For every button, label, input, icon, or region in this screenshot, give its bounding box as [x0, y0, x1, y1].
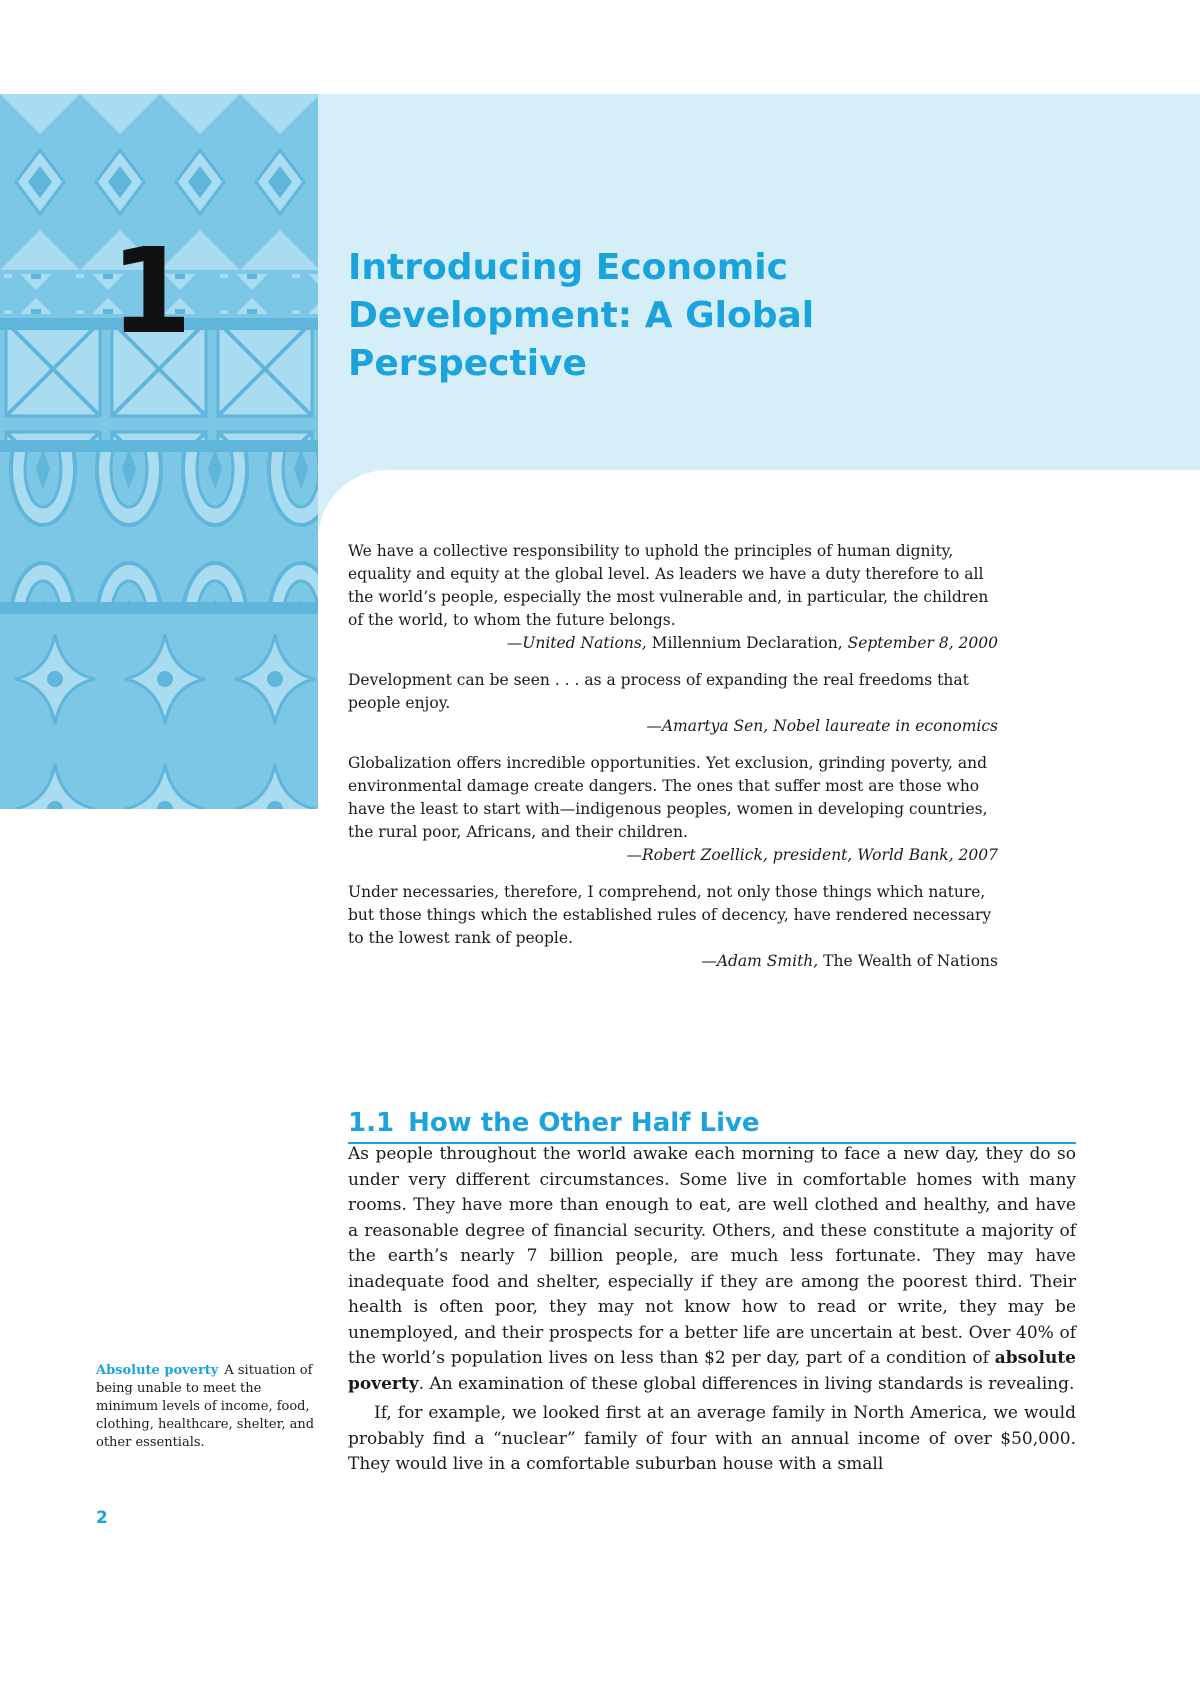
epigraph-zoellick — [348, 752, 998, 867]
chapter-title-line: Perspective — [348, 343, 587, 384]
body-text — [348, 1142, 1076, 1478]
section-heading — [348, 1108, 1076, 1144]
header-band-curve — [318, 470, 1200, 550]
epigraph-un — [348, 540, 998, 655]
paragraph-text: . An examination of these global differences in living standards is revealing. — [418, 1373, 1075, 1394]
epigraph-text: Development can be seen . . . as a process of expanding the real freedoms that people enjoy. — [348, 671, 969, 712]
epigraphs — [348, 540, 998, 987]
body-paragraph — [348, 1142, 1076, 1397]
epigraph-attribution — [348, 950, 998, 973]
definition-text: A situation of being unable to meet the minimum levels of income, food, clothing, healthcare, shelter, and other essentials. — [96, 1363, 315, 1450]
margin-definition — [96, 1362, 321, 1452]
attribution-source: —United Nations, — [506, 634, 647, 652]
epigraph-text: Under necessaries, therefore, I comprehend, not only those things which nature, but those things which the established rules of decency, have rendered necessary to the lowest rank of people. — [348, 883, 992, 947]
section-number: 1.1 — [348, 1107, 395, 1138]
tribal-pattern-graphic — [0, 94, 318, 809]
attribution-source: —Adam Smith, — [701, 952, 819, 970]
epigraph-text: Globalization offers incredible opportunities. Yet exclusion, grinding poverty, and environmental damage create dangers. The ones that suffer most are those who have the least to start with—indigenous peoples, women in developing countries, the rural poor, Africans, and their children. — [348, 754, 988, 841]
epigraph-attribution — [348, 715, 998, 738]
attribution-source: —Amartya Sen, Nobel laureate in economics — [646, 717, 998, 735]
definition-term: Absolute poverty — [96, 1363, 219, 1378]
body-paragraph: If, for example, we looked first at an average family in North America, we would probably find a “nuclear” family of four with an annual income of over $50,000. They would live in a comfortable suburban house with a small — [348, 1403, 1076, 1474]
epigraph-sen — [348, 669, 998, 738]
paragraph-text: As people throughout the world awake each morning to face a new day, they do so under very different circumstances. Some live in comfortable homes with many rooms. They have more than enough to eat, are well clothed and healthy, and have a reasonable degree of financial security. Others, and these constitute a majority of the earth’s nearly 7 billion people, are much less fortunate. They may have inadequate food and shelter, especially if they are among the poorest third. Their health is often poor, they may not know how to read or write, they may be unemployed, and their prospects for a better life are uncertain at best. Over 40% of the world’s population lives on less than $2 per day, part of a condition of — [348, 1144, 1076, 1368]
epigraph-smith — [348, 881, 998, 973]
chapter-title-line: Introducing Economic — [348, 247, 788, 288]
attribution-work: The Wealth of Nations — [818, 952, 998, 970]
section-title: How the Other Half Live — [408, 1107, 760, 1138]
epigraph-attribution — [348, 844, 998, 867]
chapter-title — [348, 244, 1068, 388]
decorative-pattern-panel — [0, 94, 318, 809]
epigraph-attribution — [348, 632, 998, 655]
key-term: absolute poverty — [348, 1348, 1076, 1394]
page-number: 2 — [96, 1508, 108, 1528]
chapter-title-line: Development: A Global — [348, 295, 815, 336]
attribution-source: —Robert Zoellick, president, World Bank, 2007 — [626, 846, 998, 864]
epigraph-text: We have a collective responsibility to uphold the principles of human dignity, equality and equity at the global level. As leaders we have a duty therefore to all the world’s people, especially the most vulnerable and, in particular, the children of the world, to whom the future belongs. — [348, 542, 989, 629]
attribution-date: September 8, 2000 — [847, 634, 998, 652]
chapter-number: 1 — [110, 222, 193, 360]
attribution-work: Millennium Declaration, — [646, 634, 848, 652]
